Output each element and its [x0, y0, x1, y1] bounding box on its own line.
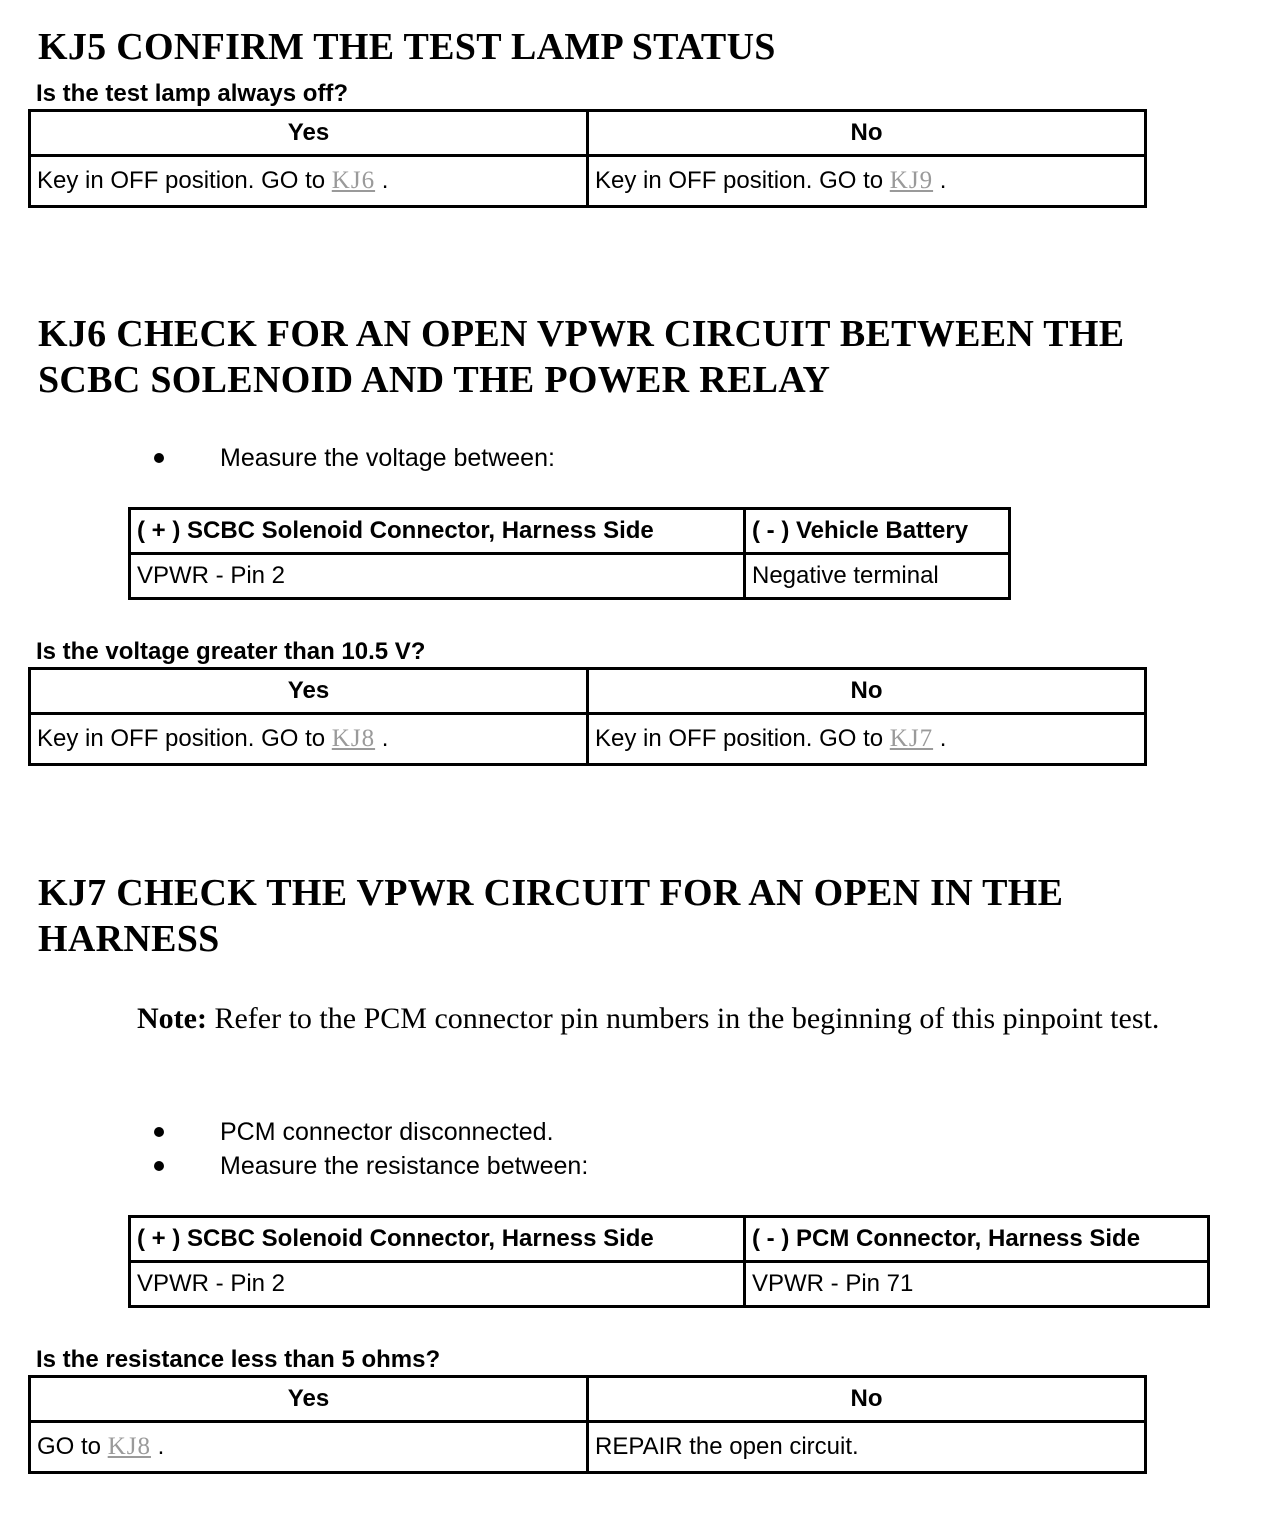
kj6-measure-table — [128, 507, 1011, 600]
yes-cell — [30, 1422, 588, 1473]
kj5-question: Is the test lamp always off? — [36, 80, 349, 107]
link-kj6[interactable]: KJ6 — [331, 167, 376, 194]
no-cell — [588, 714, 1146, 765]
no-cell: REPAIR the open circuit. — [588, 1422, 1146, 1473]
link-kj9[interactable]: KJ9 — [889, 167, 934, 194]
list-item: Measure the resistance between: — [154, 1149, 588, 1183]
yes-header: Yes — [30, 1377, 588, 1422]
no-cell — [588, 156, 1146, 207]
measure-cell-positive: VPWR - Pin 2 — [130, 554, 745, 599]
kj6-bullet-list — [154, 441, 555, 475]
measure-cell-positive: VPWR - Pin 2 — [130, 1262, 745, 1307]
kj7-bullet-list — [154, 1115, 588, 1183]
yes-header: Yes — [30, 111, 588, 156]
no-text: Key in OFF position. GO to — [595, 725, 890, 752]
kj6-title-line2: SCBC SOLENOID AND THE POWER RELAY — [38, 359, 831, 401]
yes-end: . — [375, 725, 389, 752]
link-kj8[interactable]: KJ8 — [107, 1433, 151, 1460]
measure-header-negative: ( - ) PCM Connector, Harness Side — [745, 1217, 1209, 1262]
measure-header-negative: ( - ) Vehicle Battery — [745, 509, 1010, 554]
note-text: Refer to the PCM connector pin numbers in the beginning of this pinpoint test. — [206, 1002, 1160, 1035]
no-text: Key in OFF position. GO to — [595, 167, 890, 194]
note-label: Note: — [137, 1002, 207, 1035]
yes-cell — [30, 156, 588, 207]
link-kj8[interactable]: KJ8 — [331, 725, 376, 752]
measure-cell-negative: Negative terminal — [745, 554, 1010, 599]
yes-header: Yes — [30, 669, 588, 714]
no-end: . — [933, 167, 947, 194]
kj6-title-line1: KJ6 CHECK FOR AN OPEN VPWR CIRCUIT BETWEEN THE — [38, 313, 1125, 355]
measure-header-positive: ( + ) SCBC Solenoid Connector, Harness Side — [130, 1217, 745, 1262]
no-header: No — [588, 669, 1146, 714]
bullet-icon — [154, 453, 164, 463]
kj5-title: KJ5 CONFIRM THE TEST LAMP STATUS — [38, 26, 776, 68]
kj7-answer-table — [28, 1375, 1147, 1474]
measure-header-positive: ( + ) SCBC Solenoid Connector, Harness Side — [130, 509, 745, 554]
yes-end: . — [150, 1433, 165, 1460]
kj7-question: Is the resistance less than 5 ohms? — [36, 1346, 441, 1373]
kj7-title-line1: KJ7 CHECK THE VPWR CIRCUIT FOR AN OPEN IN THE — [38, 872, 1064, 914]
measure-cell-negative: VPWR - Pin 71 — [745, 1262, 1209, 1307]
no-end: . — [933, 725, 947, 752]
yes-end: . — [375, 167, 389, 194]
kj5-answer-table — [28, 109, 1147, 208]
kj6-answer-table — [28, 667, 1147, 766]
yes-text: Key in OFF position. GO to — [37, 167, 332, 194]
kj6-question: Is the voltage greater than 10.5 V? — [36, 638, 426, 665]
link-kj7[interactable]: KJ7 — [889, 725, 934, 752]
bullet-icon — [154, 1127, 164, 1137]
list-item: Measure the voltage between: — [154, 441, 555, 475]
kj7-title-line2: HARNESS — [38, 918, 220, 960]
list-item: PCM connector disconnected. — [154, 1115, 588, 1149]
yes-cell — [30, 714, 588, 765]
bullet-icon — [154, 1161, 164, 1171]
yes-text: GO to — [37, 1433, 108, 1460]
no-header: No — [588, 111, 1146, 156]
kj7-note — [137, 1000, 1217, 1038]
no-header: No — [588, 1377, 1146, 1422]
kj7-measure-table — [128, 1215, 1210, 1308]
yes-text: Key in OFF position. GO to — [37, 725, 332, 752]
